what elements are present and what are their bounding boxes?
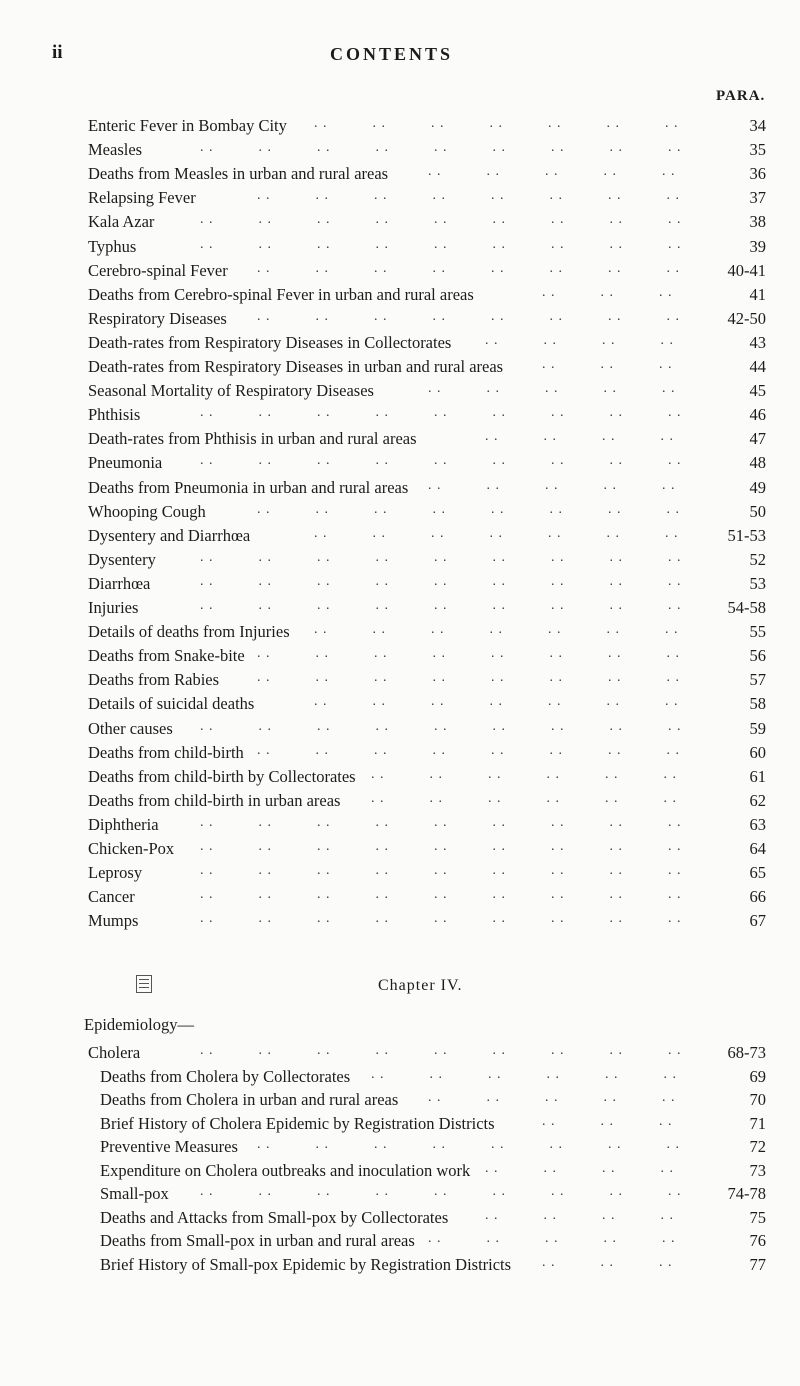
entry-title: Respiratory Diseases xyxy=(88,308,227,328)
leader-dots: . . . . . . . . . . . . . . . . xyxy=(257,308,680,324)
entry-title: Expenditure on Cholera outbreaks and inoculation work xyxy=(100,1160,471,1180)
leader-dots: . . . . . . . . . . xyxy=(428,164,676,180)
entry-paragraph-number: 77 xyxy=(749,1254,766,1274)
entry-paragraph-number: 55 xyxy=(749,622,766,642)
leader-dots: . . . . . . . . . . . . . . . . . . xyxy=(200,1184,682,1199)
entry-paragraph-number: 65 xyxy=(749,863,766,883)
entry-paragraph-number: 39 xyxy=(749,236,766,256)
entry-paragraph-number: 76 xyxy=(749,1231,766,1250)
entry-paragraph-number: 71 xyxy=(749,1113,766,1133)
entry-paragraph-number: 46 xyxy=(749,405,766,425)
leader-dots: . . . . . . . . xyxy=(485,429,674,445)
chapter-heading: Chapter IV. xyxy=(378,977,463,994)
contents-entry xyxy=(0,140,800,164)
entry-title: Injuries xyxy=(88,598,139,617)
entry-title: Details of suicidal deaths xyxy=(88,694,255,714)
entry-title: Preventive Measures xyxy=(100,1137,238,1156)
entry-title: Diarrhœa xyxy=(88,573,151,593)
leader-dots: . . . . . . . . . . xyxy=(428,381,676,397)
contents-entry xyxy=(0,502,800,526)
entry-title: Whooping Cough xyxy=(88,501,206,521)
page-number: ii xyxy=(52,42,63,63)
contents-entry xyxy=(0,815,800,839)
entry-paragraph-number: 60 xyxy=(749,742,766,762)
contents-entry xyxy=(0,237,800,261)
entry-paragraph-number: 44 xyxy=(749,357,766,376)
entry-paragraph-number: 54-58 xyxy=(727,598,766,617)
entry-paragraph-number: 68-73 xyxy=(727,1043,766,1062)
entry-paragraph-number: 73 xyxy=(749,1160,766,1180)
entry-title: Cancer xyxy=(88,887,135,907)
contents-entry xyxy=(0,164,800,188)
entry-paragraph-number: 48 xyxy=(749,453,766,473)
entry-paragraph-number: 72 xyxy=(749,1137,766,1156)
contents-entry xyxy=(0,1043,800,1067)
contents-entry xyxy=(0,863,800,887)
contents-entry xyxy=(0,526,800,550)
contents-entry xyxy=(0,646,800,670)
contents-entry xyxy=(0,212,800,236)
entry-title: Brief History of Cholera Epidemic by Registration Districts xyxy=(100,1113,495,1133)
entry-paragraph-number: 74-78 xyxy=(727,1184,766,1203)
entry-title: Death-rates from Phthisis in urban and rural areas xyxy=(88,429,417,449)
leader-dots: . . . . . . . . . . xyxy=(428,1231,676,1246)
leader-dots: . . . . . . . . . . . . . . . . . . xyxy=(200,839,682,854)
entry-title: Diphtheria xyxy=(88,814,159,834)
entry-paragraph-number: 69 xyxy=(749,1066,766,1086)
entry-paragraph-number: 61 xyxy=(749,766,766,786)
entry-title: Deaths from Cholera in urban and rural areas xyxy=(100,1090,399,1109)
entry-title: Deaths from Cholera by Collectorates xyxy=(100,1066,351,1086)
entry-paragraph-number: 34 xyxy=(749,116,766,135)
leader-dots: . . . . . . . . . . . . . . . . . . xyxy=(200,405,682,421)
contents-entry xyxy=(0,188,800,212)
leader-dots: . . . . . . . . . . . . . . . . . . xyxy=(200,212,682,228)
leader-dots: . . . . . . . . . . . . . . . . . . xyxy=(200,549,682,565)
contents-entry xyxy=(0,1137,800,1161)
leader-dots: . . . . . . . . . . . . . . . . . . xyxy=(200,718,682,734)
contents-entry xyxy=(0,1067,800,1091)
contents-entry xyxy=(0,598,800,622)
leader-dots: . . . . . . . . xyxy=(485,1160,674,1176)
contents-entry xyxy=(0,405,800,429)
entry-title: Mumps xyxy=(88,911,139,931)
contents-entry xyxy=(0,333,800,357)
entry-title: Seasonal Mortality of Respiratory Diseases xyxy=(88,381,374,401)
entry-paragraph-number: 66 xyxy=(749,887,766,907)
entry-paragraph-number: 64 xyxy=(749,839,766,858)
contents-entry xyxy=(0,381,800,405)
leader-dots: . . . . . . . . . . . . . . . . xyxy=(257,1137,680,1152)
leader-dots: . . . . . . . . . . . . . . . . . . xyxy=(200,236,682,252)
contents-entry xyxy=(0,357,800,381)
entry-paragraph-number: 45 xyxy=(749,381,766,401)
contents-entry xyxy=(0,261,800,285)
contents-entry xyxy=(0,719,800,743)
entry-title: Deaths from Rabies xyxy=(88,670,220,690)
entry-paragraph-number: 36 xyxy=(749,164,766,184)
leader-dots: . . . . . . . . . . . . . . . . . . xyxy=(200,1043,682,1058)
entry-title: Pneumonia xyxy=(88,453,163,473)
entry-paragraph-number: 42-50 xyxy=(727,308,766,328)
entry-paragraph-number: 62 xyxy=(749,790,766,810)
entry-title: Cerebro-spinal Fever xyxy=(88,260,228,280)
contents-entry xyxy=(0,767,800,791)
contents-entry xyxy=(0,670,800,694)
entry-title: Other causes xyxy=(88,718,173,738)
contents-entry xyxy=(0,429,800,453)
entry-title: Chicken-Pox xyxy=(88,839,175,858)
leader-dots: . . . . . . . . . . . . . . . . . . xyxy=(200,573,682,589)
leader-dots: . . . . . . . . . . . . xyxy=(371,1066,677,1082)
leader-dots: . . . . . . . . . . . . xyxy=(371,790,677,806)
leader-dots: . . . . . . xyxy=(542,357,673,372)
contents-entry xyxy=(0,839,800,863)
leader-dots: . . . . . . . . . . . . . . xyxy=(314,525,679,541)
leader-dots: . . . . . . . . . . . . . . . . . . xyxy=(200,140,682,156)
leader-dots: . . . . . . . . . . . . . . . . . . xyxy=(200,453,682,469)
leader-dots: . . . . . . xyxy=(542,284,673,300)
entry-title: Death-rates from Respiratory Diseases in Collectorates xyxy=(88,332,452,352)
entry-title: Enteric Fever in Bombay City xyxy=(88,116,287,135)
entry-paragraph-number: 43 xyxy=(749,332,766,352)
entry-title: Brief History of Small-pox Epidemic by Registration Districts xyxy=(100,1254,512,1274)
entry-paragraph-number: 37 xyxy=(749,188,766,208)
entry-title: Deaths from Pneumonia in urban and rural areas xyxy=(88,477,409,497)
leader-dots: . . . . . . . . . . . . . . . . . . xyxy=(200,598,682,613)
leader-dots: . . . . . . . . . . . . . . . . xyxy=(257,260,680,276)
leader-dots: . . . . . . . . xyxy=(485,1207,674,1223)
contents-entry xyxy=(0,285,800,309)
entry-title: Details of deaths from Injuries xyxy=(88,622,290,642)
leader-dots: . . . . . . . . . . . . . . . . xyxy=(257,188,680,204)
contents-entry xyxy=(0,478,800,502)
contents-entry xyxy=(0,743,800,767)
entry-paragraph-number: 52 xyxy=(749,549,766,569)
leader-dots: . . . . . . . . . . . . . . xyxy=(314,622,679,638)
entry-title: Cholera xyxy=(88,1043,141,1062)
entry-title: Deaths from Small-pox in urban and rural areas xyxy=(100,1231,415,1250)
contents-entry xyxy=(0,574,800,598)
entry-paragraph-number: 67 xyxy=(749,911,766,931)
contents-entry xyxy=(0,1255,800,1279)
entry-title: Deaths from Cerebro-spinal Fever in urban and rural areas xyxy=(88,284,474,304)
entry-title: Phthisis xyxy=(88,405,141,425)
contents-entry xyxy=(0,1090,800,1114)
entry-paragraph-number: 35 xyxy=(749,140,766,160)
entry-paragraph-number: 58 xyxy=(749,694,766,714)
entry-title: Dysentery and Diarrhœa xyxy=(88,525,251,545)
entry-paragraph-number: 59 xyxy=(749,718,766,738)
entry-paragraph-number: 70 xyxy=(749,1090,766,1109)
contents-entry xyxy=(0,622,800,646)
entry-paragraph-number: 41 xyxy=(749,284,766,304)
entry-paragraph-number: 38 xyxy=(749,212,766,232)
leader-dots: . . . . . . . . . . . . xyxy=(371,766,677,782)
entry-paragraph-number: 57 xyxy=(749,670,766,690)
entry-title: Dysentery xyxy=(88,549,156,569)
entry-title: Typhus xyxy=(88,236,137,256)
entry-paragraph-number: 63 xyxy=(749,814,766,834)
leader-dots: . . . . . . . . . . . . . . . . xyxy=(257,670,680,686)
leader-dots: . . . . . . . . . . . . . . xyxy=(314,116,679,131)
contents-entry xyxy=(0,1184,800,1208)
contents-entry xyxy=(0,453,800,477)
entry-title: Deaths from child-birth xyxy=(88,742,244,762)
contents-entry xyxy=(0,887,800,911)
entry-paragraph-number: 51-53 xyxy=(727,525,766,545)
leader-dots: . . . . . . . . . . xyxy=(428,1090,676,1105)
entry-paragraph-number: 49 xyxy=(749,477,766,497)
entry-paragraph-number: 56 xyxy=(749,646,766,666)
contents-entry xyxy=(0,694,800,718)
leader-dots: . . . . . . xyxy=(542,1113,673,1129)
contents-entry xyxy=(0,1161,800,1185)
entry-paragraph-number: 50 xyxy=(749,501,766,521)
leader-dots: . . . . . . . . . . . . . . . . . . xyxy=(200,887,682,903)
contents-entry xyxy=(0,1114,800,1138)
entry-paragraph-number: 75 xyxy=(749,1207,766,1227)
leader-dots: . . . . . . . . . . . . . . . . . . xyxy=(200,911,682,927)
entry-title: Deaths from Measles in urban and rural areas xyxy=(88,164,389,184)
entry-title: Deaths from Snake-bite xyxy=(88,646,245,666)
entry-title: Small-pox xyxy=(100,1184,169,1203)
entry-title: Deaths from child-birth in urban areas xyxy=(88,790,341,810)
contents-entry xyxy=(0,116,800,140)
contents-entry xyxy=(0,791,800,815)
entry-title: Relapsing Fever xyxy=(88,188,196,208)
running-title: CONTENTS xyxy=(330,44,454,64)
leader-dots: . . . . . . . . . . . . . . . . . . xyxy=(200,863,682,879)
leader-dots: . . . . . . . . . . . . . . . . xyxy=(257,646,680,662)
leader-dots: . . . . . . . . . . . . . . xyxy=(314,694,679,710)
entry-title: Leprosy xyxy=(88,863,143,883)
entry-title: Deaths and Attacks from Small-pox by Collectorates xyxy=(100,1207,449,1227)
leader-dots: . . . . . . . . . . xyxy=(428,477,676,493)
contents-entry xyxy=(0,1231,800,1255)
leader-dots: . . . . . . . . xyxy=(485,332,674,348)
leader-dots: . . . . . . . . . . . . . . . . xyxy=(257,742,680,758)
entry-paragraph-number: 53 xyxy=(749,573,766,593)
contents-entry xyxy=(0,1208,800,1232)
entry-paragraph-number: 47 xyxy=(749,429,766,449)
para-column-heading: PARA. xyxy=(716,88,766,104)
leader-dots: . . . . . . xyxy=(542,1254,673,1270)
contents-entry xyxy=(0,911,800,935)
entry-title: Death-rates from Respiratory Diseases in urban and rural areas xyxy=(88,357,504,376)
entry-paragraph-number: 40-41 xyxy=(727,260,766,280)
leader-dots: . . . . . . . . . . . . . . . . . . xyxy=(200,814,682,830)
entry-title: Deaths from child-birth by Collectorates xyxy=(88,766,356,786)
contents-entry xyxy=(0,550,800,574)
library-stamp-icon xyxy=(136,975,152,993)
entry-title: Kala Azar xyxy=(88,212,155,232)
entry-title: Measles xyxy=(88,140,143,160)
chapter-subheading: Epidemiology— xyxy=(84,1015,194,1034)
contents-entry xyxy=(0,309,800,333)
leader-dots: . . . . . . . . . . . . . . . . xyxy=(257,501,680,517)
